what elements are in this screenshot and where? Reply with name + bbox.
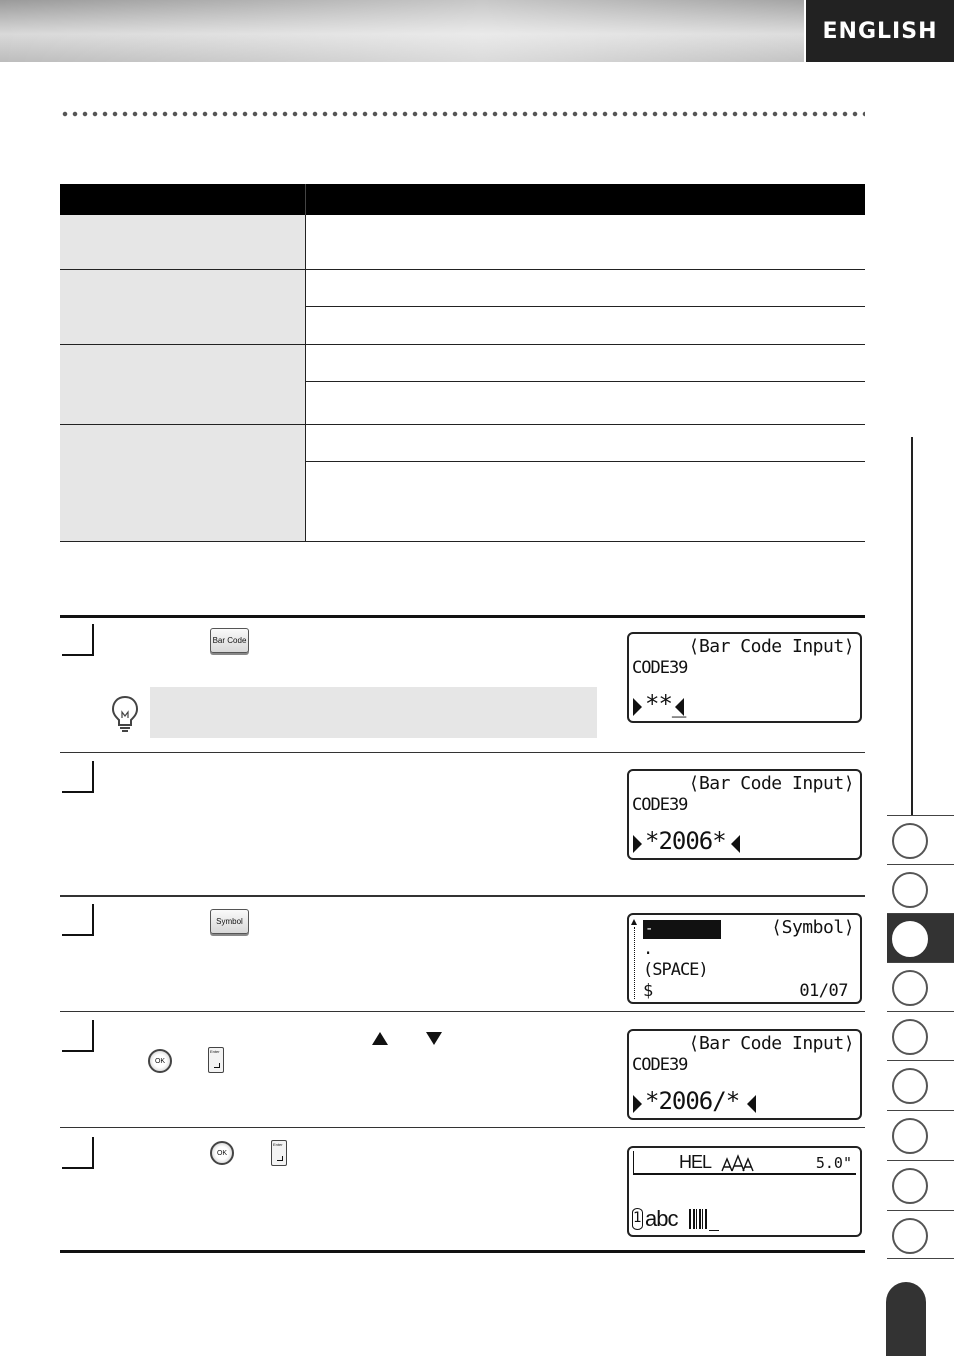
step-marker-4 bbox=[62, 1020, 94, 1052]
chapter-nav-line bbox=[911, 437, 913, 815]
spec-group-2-label-cell bbox=[60, 270, 305, 344]
spec-group-2-row-1 bbox=[306, 270, 865, 307]
spec-group-3-label-cell bbox=[60, 345, 305, 424]
symbol-row-4: $ bbox=[643, 981, 654, 1001]
step-marker-2 bbox=[62, 761, 94, 793]
symbol-row-2: . bbox=[643, 939, 654, 959]
spec-group-4-row-1 bbox=[306, 425, 865, 462]
lcd-screen-step-2 bbox=[627, 769, 862, 860]
symbol-key-label: Symbol bbox=[216, 917, 243, 926]
symbol-row-3: (SPACE) bbox=[643, 960, 708, 980]
chapter-tab-5[interactable] bbox=[887, 1011, 954, 1060]
spec-table bbox=[60, 184, 865, 542]
lcd-screen-step-5 bbox=[627, 1146, 862, 1237]
ok-key-label: OK bbox=[154, 1057, 166, 1065]
lcd-title: ⟨Bar Code Input⟩ bbox=[688, 636, 854, 657]
step-marker-3 bbox=[62, 904, 94, 936]
entry-start-marker bbox=[633, 835, 642, 853]
step-marker-5 bbox=[62, 1137, 94, 1169]
header-sheen bbox=[0, 0, 804, 62]
entry-end-marker bbox=[731, 835, 740, 853]
barcode-icon bbox=[689, 1209, 719, 1231]
enter-key-label: Enter bbox=[210, 1049, 220, 1054]
lcd-barcode-protocol: CODE39 bbox=[632, 1055, 688, 1075]
dotted-divider bbox=[60, 110, 865, 118]
chapter-tab-circle-icon bbox=[892, 823, 928, 859]
spec-group-3 bbox=[60, 345, 865, 425]
chapter-tab-9[interactable] bbox=[887, 1210, 954, 1259]
font-indicator: HEL bbox=[679, 1152, 712, 1172]
chapter-tab-circle-icon bbox=[892, 970, 928, 1006]
hint-box bbox=[150, 687, 597, 738]
step-separator bbox=[60, 1127, 865, 1128]
enter-key-label: Enter bbox=[273, 1142, 283, 1147]
chapter-tab-circle-icon bbox=[892, 921, 928, 957]
tape-length-indicator: 5.0" bbox=[815, 1154, 852, 1172]
chapter-tab-2[interactable] bbox=[887, 864, 954, 913]
steps-bottom-rule bbox=[60, 1250, 865, 1253]
lightbulb-icon bbox=[110, 694, 140, 734]
lcd-screen-step-4 bbox=[627, 1029, 862, 1120]
language-tab bbox=[806, 0, 954, 62]
lcd-barcode-entry: *2006* bbox=[645, 827, 726, 855]
lcd-title: ⟨Bar Code Input⟩ bbox=[688, 1033, 854, 1054]
spec-group-1 bbox=[60, 215, 865, 270]
status-bar-rule bbox=[633, 1173, 856, 1175]
bar-code-key-label: Bar Code bbox=[212, 636, 247, 645]
lcd-barcode-entry: **_ bbox=[645, 690, 686, 718]
chapter-tab-6[interactable] bbox=[887, 1060, 954, 1109]
header-divider bbox=[305, 184, 306, 215]
ok-key-icon bbox=[148, 1049, 172, 1073]
header-band bbox=[0, 0, 804, 62]
lcd-barcode-protocol: CODE39 bbox=[632, 658, 688, 678]
chapter-tab-7[interactable] bbox=[887, 1110, 954, 1159]
language-tab-label: ENGLISH bbox=[822, 18, 938, 44]
lcd-screen-step-3 bbox=[627, 913, 862, 1004]
spec-table-header bbox=[60, 184, 865, 215]
chapter-tab-4[interactable] bbox=[887, 962, 954, 1011]
step-marker-1 bbox=[62, 624, 94, 656]
symbol-page-indicator: 01/07 bbox=[799, 981, 848, 1001]
lcd-barcode-protocol: CODE39 bbox=[632, 795, 688, 815]
ok-key-icon bbox=[210, 1141, 234, 1165]
entry-end-marker bbox=[675, 698, 684, 716]
column-divider bbox=[305, 215, 306, 269]
lcd-screen-step-1 bbox=[627, 632, 862, 723]
spec-group-2 bbox=[60, 270, 865, 345]
entry-end-marker bbox=[747, 1095, 756, 1113]
scroll-indicator bbox=[634, 927, 635, 999]
text-entry: abc bbox=[645, 1206, 678, 1231]
chapter-tab-8[interactable] bbox=[887, 1160, 954, 1209]
spec-group-1-label-cell bbox=[60, 215, 305, 269]
step-separator bbox=[60, 895, 865, 897]
page-number-tab bbox=[886, 1282, 926, 1356]
spec-group-4-label-cell bbox=[60, 425, 305, 541]
text-size-icon bbox=[721, 1154, 755, 1172]
enter-key-icon bbox=[271, 1140, 287, 1166]
chapter-tab-circle-icon bbox=[892, 1218, 928, 1254]
lcd-title: ⟨Bar Code Input⟩ bbox=[688, 773, 854, 794]
entry-start-marker bbox=[633, 1095, 642, 1113]
chapter-tab-circle-icon bbox=[892, 1019, 928, 1055]
symbol-key-icon bbox=[210, 909, 249, 934]
chapter-tab-3-active[interactable] bbox=[887, 913, 954, 962]
steps-top-rule bbox=[60, 615, 865, 618]
chapter-tab-circle-icon bbox=[892, 1168, 928, 1204]
bar-code-key-icon bbox=[210, 628, 249, 653]
step-separator bbox=[60, 752, 865, 753]
lcd-barcode-entry: *2006/* bbox=[645, 1087, 740, 1115]
down-arrow-key-icon bbox=[426, 1032, 442, 1045]
chapter-tab-circle-icon bbox=[892, 1118, 928, 1154]
spec-group-3-row-1 bbox=[306, 345, 865, 382]
lcd-title: ⟨Symbol⟩ bbox=[771, 917, 854, 938]
status-bar-left-edge bbox=[633, 1151, 634, 1173]
spec-group-4 bbox=[60, 425, 865, 542]
chapter-tab-circle-icon bbox=[892, 872, 928, 908]
entry-start-marker bbox=[633, 698, 642, 716]
step-separator bbox=[60, 1011, 865, 1012]
ok-key-label: OK bbox=[216, 1149, 228, 1157]
chapter-tab-1[interactable] bbox=[887, 815, 954, 864]
selected-symbol: - bbox=[643, 920, 721, 939]
enter-key-icon bbox=[208, 1047, 224, 1073]
scroll-up-icon bbox=[631, 919, 637, 925]
chapter-tab-circle-icon bbox=[892, 1068, 928, 1104]
up-arrow-key-icon bbox=[372, 1032, 388, 1045]
line-number: 1 bbox=[633, 1210, 642, 1226]
